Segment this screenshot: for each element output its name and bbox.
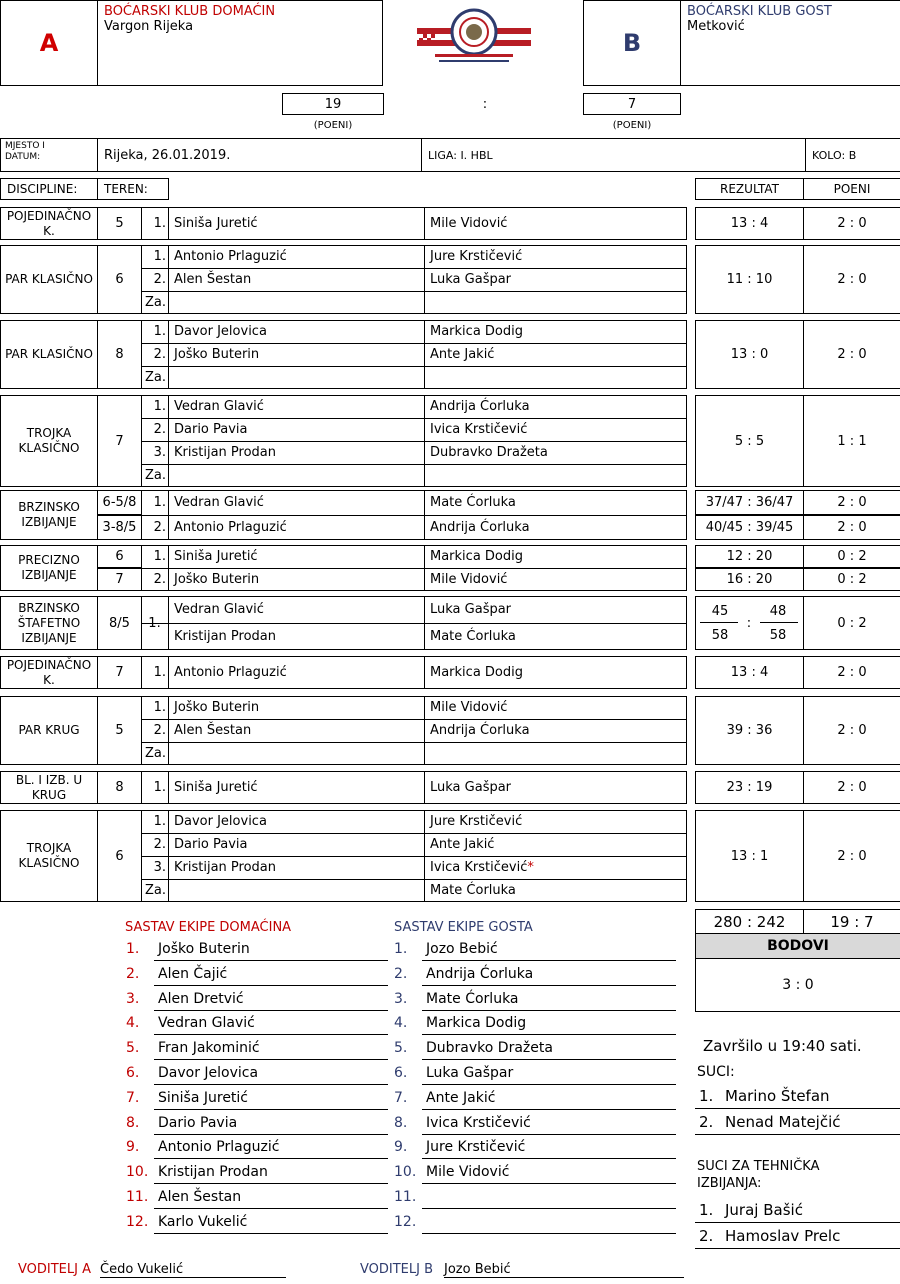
poeni-cell: 0 : 2 — [803, 545, 900, 568]
guest-player-name: Dubravko Dražeta — [430, 445, 548, 460]
home-roster-name: Vedran Glavić — [154, 1015, 388, 1035]
result-cell: 13 : 4 — [695, 656, 804, 689]
guest-player-name: Markica Dodig — [430, 324, 523, 339]
leader-b-name: Jozo Bebić — [444, 1262, 684, 1278]
column-divider — [424, 696, 425, 765]
row-divider — [141, 879, 687, 880]
home-player: Kristijan Prodan — [174, 860, 276, 875]
home-player: Alen Šestan — [174, 723, 252, 738]
home-player: Alen Šestan — [174, 272, 252, 287]
guest-score: 7 — [627, 96, 637, 112]
bodovi-label: BODOVI — [696, 934, 900, 959]
column-divider — [424, 395, 425, 487]
column-divider — [424, 207, 425, 240]
poeni-cell: 2 : 0 — [803, 320, 900, 389]
home-roster-name: Karlo Vukelić — [154, 1214, 388, 1234]
result-cell: 40/45 : 39/45 — [695, 515, 804, 540]
guest-player-name: Andrija Ćorluka — [430, 520, 530, 535]
guest-player-name: Luka Gašpar — [430, 780, 512, 795]
row-number: 1. — [153, 549, 166, 564]
substitution-mark: * — [527, 860, 534, 875]
guest-player-name: Mate Ćorluka — [430, 883, 516, 898]
guest-player — [424, 568, 687, 591]
column-divider — [168, 810, 169, 902]
row-number: 1. — [153, 665, 166, 680]
poeni-cell: 2 : 0 — [803, 810, 900, 902]
judge-2-name: Nenad Matejčić — [725, 1112, 841, 1131]
column-divider — [168, 596, 169, 650]
guest-player — [424, 464, 687, 487]
home-player: Vedran Glavić — [174, 399, 264, 414]
home-player: Vedran Glavić — [174, 602, 264, 617]
guest-roster-name: Mile Vidović — [422, 1164, 676, 1184]
guest-player — [424, 291, 687, 314]
result-cell: 16 : 20 — [695, 568, 804, 591]
home-roster-title: SASTAV EKIPE DOMAĆINA — [125, 920, 292, 935]
row-number: 2. — [153, 837, 166, 852]
guest-player — [424, 515, 687, 540]
row-number: 1. — [153, 814, 166, 829]
tech-judge-2-name: Hamoslav Prelc — [725, 1226, 841, 1245]
column-divider — [168, 245, 169, 314]
total-result: 280 : 242 — [695, 909, 804, 934]
guest-player — [424, 696, 687, 719]
home-roster-number: 3. — [126, 990, 140, 1007]
guest-roster-number: 11. — [394, 1189, 417, 1205]
row-number: 2. — [153, 272, 166, 287]
guest-player — [424, 623, 687, 650]
result-home-a: 45 — [711, 603, 729, 619]
column-divider — [424, 320, 425, 389]
guest-club-label: BOĆARSKI KLUB GOST — [687, 4, 832, 19]
guest-player-name: Jure Krstičević — [430, 249, 523, 264]
column-divider — [424, 656, 425, 689]
result-cell: 5 : 5 — [695, 395, 804, 487]
discipline-cell: BRZINSKO ŠTAFETNO IZBIJANJE — [0, 596, 98, 650]
discipline-cell: BRZINSKO IZBIJANJE — [0, 490, 98, 540]
home-roster-number: 8. — [126, 1114, 140, 1131]
result-home-b: 58 — [711, 627, 729, 643]
guest-player-name: Mile Vidović — [430, 216, 508, 231]
guest-player — [424, 320, 687, 343]
row-number: 1. — [148, 615, 161, 631]
guest-club-name: Metković — [687, 19, 745, 34]
guest-roster-number: 10. — [394, 1164, 417, 1181]
teren-cell: 5 — [97, 696, 142, 765]
judge-1-name: Marino Štefan — [725, 1086, 830, 1105]
round-box — [805, 138, 900, 172]
home-roster-name: Alen Čajić — [154, 966, 388, 986]
home-player: Siniša Juretić — [174, 780, 258, 795]
guest-letter: B — [622, 29, 642, 57]
score-separator: : — [482, 96, 488, 112]
poeni-cell: 2 : 0 — [803, 490, 900, 515]
total-poeni: 19 : 7 — [803, 909, 900, 934]
column-divider — [424, 810, 425, 902]
judges-label: SUCI: — [697, 1064, 735, 1080]
home-roster-name: Fran Jakominić — [154, 1040, 388, 1060]
row-number: 2. — [153, 347, 166, 362]
guest-roster-number: 9. — [394, 1139, 408, 1156]
row-number: 1. — [153, 780, 166, 795]
guest-player-name: Ivica Krstičević — [430, 860, 528, 875]
guest-roster-number: 7. — [394, 1089, 408, 1106]
fraction-line — [760, 622, 798, 623]
guest-player-name: Mate Ćorluka — [430, 629, 516, 644]
guest-player-name: Andrija Ćorluka — [430, 723, 530, 738]
guest-roster-name: Dubravko Dražeta — [422, 1040, 676, 1060]
row-divider — [141, 623, 687, 624]
row-number: Za. — [144, 883, 166, 898]
guest-roster-name: Markica Dodig — [422, 1015, 676, 1035]
teren-cell: 6 — [97, 810, 142, 902]
guest-roster-number: 3. — [394, 990, 408, 1007]
teren-cell: 5 — [97, 207, 142, 240]
judge-2: 2. Nenad Matejčić — [695, 1109, 900, 1135]
discipline-cell: PAR KRUG — [0, 696, 98, 765]
home-roster-name: Kristijan Prodan — [154, 1164, 388, 1184]
teren-cell: 6 — [97, 545, 142, 568]
poeni-cell: 2 : 0 — [803, 771, 900, 804]
home-player: Joško Buterin — [174, 572, 260, 587]
home-player: Kristijan Prodan — [174, 629, 276, 644]
home-roster-number: 9. — [126, 1139, 140, 1156]
guest-player — [424, 742, 687, 765]
home-player: Davor Jelovica — [174, 814, 267, 829]
guest-player-name: Ivica Krstičević — [430, 422, 528, 437]
leader-a-label: VODITELJ A — [18, 1262, 91, 1277]
teren-cell: 8 — [97, 320, 142, 389]
guest-roster-name: Mate Ćorluka — [422, 991, 676, 1011]
guest-player — [424, 596, 687, 623]
discipline-cell: POJEDINAČNO K. — [0, 656, 98, 689]
guest-roster-number: 4. — [394, 1015, 408, 1032]
home-roster-name: Siniša Juretić — [154, 1090, 388, 1110]
fraction-line — [700, 622, 738, 623]
home-player: Siniša Juretić — [174, 216, 258, 231]
poeni-cell: 0 : 2 — [803, 568, 900, 591]
guest-roster-number: 12. — [394, 1213, 417, 1230]
result-cell: 13 : 4 — [695, 207, 804, 240]
round-value: B — [848, 148, 857, 162]
guest-roster-number: 6. — [394, 1065, 408, 1081]
result-cell: 13 : 1 — [695, 810, 804, 902]
guest-player-name: Markica Dodig — [430, 549, 523, 564]
row-divider — [141, 366, 687, 367]
home-roster-number: 4. — [126, 1015, 140, 1032]
teren-cell: 7 — [97, 568, 142, 591]
home-roster-number: 2. — [126, 965, 140, 982]
home-player: Dario Pavia — [174, 837, 248, 852]
home-letter: A — [39, 29, 59, 57]
poeni-cell: 0 : 2 — [803, 596, 900, 650]
bodovi-box — [695, 933, 900, 1012]
guest-player — [424, 719, 687, 742]
guest-roster-name: Ivica Krstičević — [422, 1115, 676, 1135]
row-number: Za. — [144, 468, 166, 483]
league-box — [421, 138, 806, 172]
row-divider — [141, 418, 687, 419]
home-roster-name: Davor Jelovica — [154, 1065, 388, 1085]
guest-player-name: Markica Dodig — [430, 665, 523, 680]
guest-player-name: Ante Jakić — [430, 837, 495, 852]
round-label: KOLO: — [812, 148, 846, 162]
column-divider — [424, 490, 425, 540]
guest-player — [424, 395, 687, 418]
bodovi-value: 3 : 0 — [782, 977, 814, 993]
result-cell — [695, 596, 804, 650]
guest-player-name: Jure Krstičević — [430, 814, 523, 829]
guest-player-name: Mate Ćorluka — [430, 495, 516, 510]
home-player — [168, 879, 424, 902]
guest-player — [424, 245, 687, 268]
teren-cell: 3-8/5 — [97, 515, 142, 540]
home-player — [168, 291, 424, 314]
home-roster-number: 1. — [126, 941, 140, 957]
home-player — [168, 742, 424, 765]
column-divider — [424, 771, 425, 804]
row-number: 2. — [153, 422, 166, 437]
column-divider — [424, 545, 425, 591]
poeni-header: POENI — [803, 178, 900, 200]
tech-judge-1-name: Juraj Bašić — [725, 1200, 803, 1219]
column-divider — [168, 656, 169, 689]
guest-player — [424, 545, 687, 568]
tech-judge-2: 2. Hamoslav Prelc — [695, 1223, 900, 1249]
column-divider — [168, 207, 169, 240]
home-score: 19 — [324, 96, 342, 112]
home-player — [168, 464, 424, 487]
teren-cell: 7 — [97, 656, 142, 689]
guest-player-name: Luka Gašpar — [430, 272, 512, 287]
result-cell: 23 : 19 — [695, 771, 804, 804]
row-number: 1. — [153, 399, 166, 414]
row-number: 3. — [153, 860, 166, 875]
row-divider — [141, 515, 687, 516]
row-number: 1. — [153, 216, 166, 231]
teren-cell: 6-5/8 — [97, 490, 142, 515]
poeni-cell: 2 : 0 — [803, 515, 900, 540]
home-roster-number: 6. — [126, 1065, 140, 1081]
row-number: Za. — [144, 746, 166, 761]
home-player — [168, 366, 424, 389]
row-number: 1. — [153, 324, 166, 339]
guest-club-box — [680, 0, 900, 86]
guest-player — [424, 656, 687, 689]
home-player: Antonio Prlaguzić — [174, 520, 287, 535]
result-guest-b: 58 — [769, 627, 787, 643]
home-player: Vedran Glavić — [174, 495, 264, 510]
row-number: 3. — [153, 445, 166, 460]
home-player: Dario Pavia — [174, 422, 248, 437]
guest-roster-number: 8. — [394, 1114, 408, 1131]
guest-player — [424, 833, 687, 856]
federation-logo — [415, 6, 533, 70]
row-divider — [141, 343, 687, 344]
row-divider — [141, 742, 687, 743]
home-club-name: Vargon Rijeka — [104, 19, 194, 34]
home-player: Antonio Prlaguzić — [174, 665, 287, 680]
home-roster-name: Alen Šestan — [154, 1189, 388, 1209]
result-cell: 39 : 36 — [695, 696, 804, 765]
discipline-cell: PAR KLASIČNO — [0, 320, 98, 389]
discipline-cell: TROJKA KLASIČNO — [0, 395, 98, 487]
column-divider — [168, 490, 169, 540]
poeni-cell: 2 : 0 — [803, 696, 900, 765]
column-divider — [168, 696, 169, 765]
teren-cell: 7 — [97, 395, 142, 487]
home-player: Davor Jelovica — [174, 324, 267, 339]
guest-player-name: Andrija Ćorluka — [430, 399, 530, 414]
place-date-label: MJESTO I DATUM: — [5, 141, 45, 162]
rezultat-header: REZULTAT — [695, 178, 804, 200]
guest-roster-title: SASTAV EKIPE GOSTA — [394, 920, 533, 935]
home-roster-name: Dario Pavia — [154, 1115, 388, 1135]
guest-letter-box — [583, 0, 681, 86]
guest-player — [424, 441, 687, 464]
home-roster-number: 5. — [126, 1040, 140, 1057]
home-roster-number: 12. — [126, 1213, 149, 1230]
row-divider — [141, 441, 687, 442]
place-date-value: Rijeka, 26.01.2019. — [104, 147, 231, 163]
home-player: Joško Buterin — [174, 700, 260, 715]
discipline-cell: POJEDINAČNO K. — [0, 207, 98, 240]
discipline-cell: PRECIZNO IZBIJANJE — [0, 545, 98, 591]
tech-judge-1: 1. Juraj Bašić — [695, 1197, 900, 1223]
guest-player-name: Luka Gašpar — [430, 602, 512, 617]
home-club-label: BOĆARSKI KLUB DOMAĆIN — [104, 4, 276, 19]
disciplines-header: DISCIPLINE: — [0, 178, 98, 200]
guest-roster-name: Jure Krstičević — [422, 1139, 676, 1159]
guest-player — [424, 366, 687, 389]
teren-header: TEREN: — [97, 178, 169, 200]
result-cell: 13 : 0 — [695, 320, 804, 389]
home-roster-number: 10. — [126, 1164, 149, 1181]
column-divider — [168, 545, 169, 591]
leader-a-name: Čedo Vukelić — [100, 1262, 286, 1278]
home-letter-box — [0, 0, 98, 86]
result-cell: 12 : 20 — [695, 545, 804, 568]
row-number: 1. — [153, 700, 166, 715]
guest-player — [424, 856, 687, 879]
column-divider — [168, 771, 169, 804]
guest-roster-number: 2. — [394, 965, 408, 982]
row-divider — [141, 291, 687, 292]
guest-player-name: Mile Vidović — [430, 700, 508, 715]
poeni-cell: 1 : 1 — [803, 395, 900, 487]
guest-roster-name — [422, 1214, 676, 1234]
guest-roster-name: Andrija Ćorluka — [422, 966, 676, 986]
teren-cell: 8/5 — [97, 596, 142, 650]
poeni-cell: 2 : 0 — [803, 245, 900, 314]
row-divider — [141, 464, 687, 465]
leader-b-label: VODITELJ B — [360, 1262, 434, 1277]
league-value: I. HBL — [460, 148, 493, 162]
guest-player-name: Mile Vidović — [430, 572, 508, 587]
discipline-cell: TROJKA KLASIČNO — [0, 810, 98, 902]
guest-player-name: Ante Jakić — [430, 347, 495, 362]
result-cell: 37/47 : 36/47 — [695, 490, 804, 515]
home-roster-name: Antonio Prlaguzić — [154, 1139, 388, 1159]
row-divider — [141, 833, 687, 834]
result-separator: : — [746, 615, 752, 631]
home-player: Kristijan Prodan — [174, 445, 276, 460]
row-divider — [141, 856, 687, 857]
guest-roster-name: Ante Jakić — [422, 1090, 676, 1110]
place-date-box — [97, 138, 422, 172]
home-player: Antonio Prlaguzić — [174, 249, 287, 264]
row-divider — [141, 719, 687, 720]
guest-player — [424, 268, 687, 291]
guest-roster-name: Luka Gašpar — [422, 1065, 676, 1085]
guest-player — [424, 490, 687, 515]
guest-player — [424, 418, 687, 441]
row-number: 1. — [153, 495, 166, 510]
guest-score-box — [583, 93, 681, 115]
column-divider — [168, 395, 169, 487]
row-number: Za. — [144, 370, 166, 385]
tech-judges-label: SUCI ZA TEHNIČKA IZBIJANJA: — [697, 1159, 820, 1191]
league-label: LIGA: — [428, 148, 457, 162]
row-number: 2. — [153, 572, 166, 587]
guest-player — [424, 343, 687, 366]
home-roster-name: Alen Dretvić — [154, 991, 388, 1011]
teren-cell: 6 — [97, 245, 142, 314]
home-player: Siniša Juretić — [174, 549, 258, 564]
guest-roster-number: 1. — [394, 941, 408, 957]
row-number: 2. — [153, 723, 166, 738]
column-divider — [168, 320, 169, 389]
discipline-cell: BL. I IZB. U KRUG — [0, 771, 98, 804]
guest-roster-name — [422, 1189, 676, 1209]
home-poeni-label: (POENI) — [313, 119, 353, 131]
row-number: Za. — [144, 295, 166, 310]
guest-player — [424, 879, 687, 902]
result-cell: 11 : 10 — [695, 245, 804, 314]
column-divider — [424, 245, 425, 314]
row-divider — [141, 568, 687, 569]
discipline-cell: PAR KLASIČNO — [0, 245, 98, 314]
column-divider — [424, 596, 425, 650]
judge-1: 1. Marino Štefan — [695, 1083, 900, 1109]
row-number: 1. — [153, 249, 166, 264]
poeni-cell: 2 : 0 — [803, 656, 900, 689]
place-date-label-box — [0, 138, 98, 172]
finish-time: Završilo u 19:40 sati. — [703, 1037, 862, 1055]
home-roster-name: Joško Buterin — [154, 941, 388, 961]
home-score-box — [282, 93, 384, 115]
row-number: 2. — [153, 520, 166, 535]
guest-roster-number: 5. — [394, 1040, 408, 1057]
guest-player — [424, 810, 687, 833]
home-roster-number: 11. — [126, 1189, 149, 1205]
home-player: Joško Buterin — [174, 347, 260, 362]
poeni-cell: 2 : 0 — [803, 207, 900, 240]
result-guest-a: 48 — [769, 603, 787, 619]
guest-player — [424, 207, 687, 240]
row-divider — [141, 268, 687, 269]
guest-player — [424, 771, 687, 804]
guest-roster-name: Jozo Bebić — [422, 941, 676, 961]
teren-cell: 8 — [97, 771, 142, 804]
guest-poeni-label: (POENI) — [612, 119, 652, 131]
home-club-box — [97, 0, 383, 86]
home-roster-number: 7. — [126, 1089, 140, 1106]
